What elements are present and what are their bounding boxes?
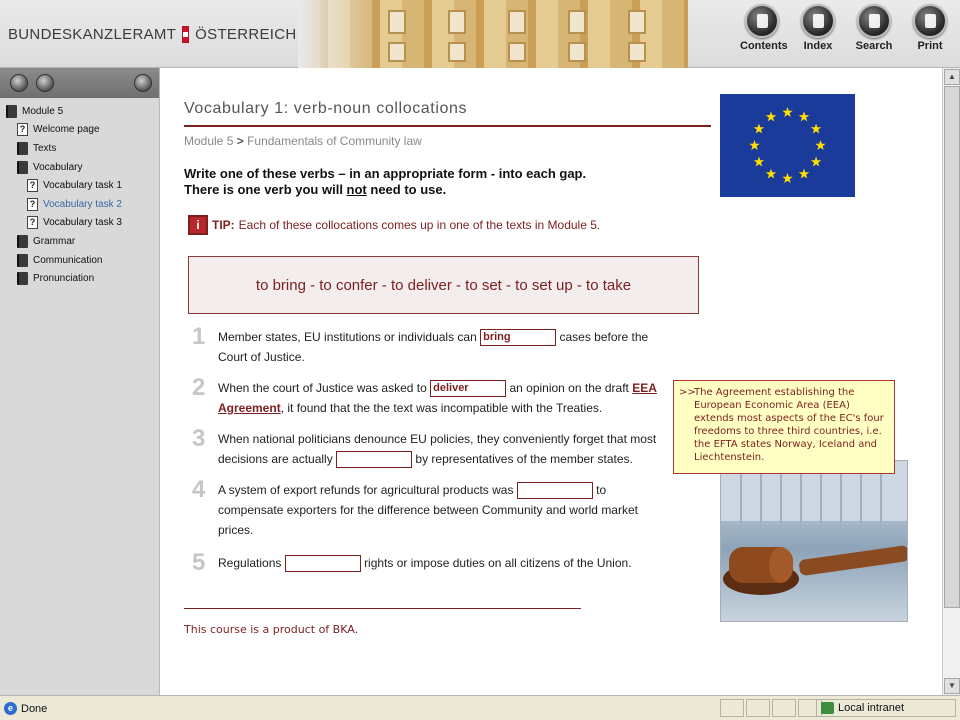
brand-right-text: ÖSTERREICH bbox=[195, 26, 297, 43]
breadcrumb-separator: > bbox=[236, 134, 244, 148]
index-label: Index bbox=[803, 40, 833, 52]
question-text: When national politicians denounce EU policies, they conveniently forget that most decisions are actually by representatives of the member states. bbox=[218, 429, 673, 469]
question-5 bbox=[192, 549, 662, 577]
answer-input-4[interactable] bbox=[517, 482, 593, 499]
question-number: 5 bbox=[192, 549, 206, 576]
breadcrumb bbox=[184, 134, 422, 148]
browser-icon: e bbox=[4, 702, 17, 715]
eu-star-icon bbox=[815, 140, 825, 150]
sidebar-item-label: Vocabulary bbox=[33, 161, 83, 173]
sidebar-item-label: Vocabulary task 2 bbox=[43, 198, 122, 210]
sidebar-item-communication[interactable] bbox=[0, 251, 159, 270]
answer-input-2[interactable]: deliver bbox=[430, 380, 506, 397]
question-text: Regulations rights or impose duties on all citizens of the Union. bbox=[218, 553, 673, 573]
eu-star-icon bbox=[766, 111, 776, 121]
sidebar-item-vocabulary-task-2[interactable] bbox=[0, 195, 159, 214]
breadcrumb-section: Fundamentals of Community law bbox=[247, 134, 422, 148]
contents-label: Contents bbox=[740, 40, 788, 52]
search-icon bbox=[857, 4, 891, 38]
title-divider bbox=[184, 125, 711, 127]
sidebar-item-vocabulary-task-3[interactable] bbox=[0, 214, 159, 233]
eu-flag-image bbox=[720, 94, 855, 197]
zone-text: Local intranet bbox=[838, 702, 905, 714]
book-icon bbox=[17, 272, 28, 285]
question-1 bbox=[192, 323, 662, 367]
question-3 bbox=[192, 425, 662, 469]
answer-input-1[interactable]: bring bbox=[480, 329, 556, 346]
page-title: Vocabulary 1: verb-noun collocations bbox=[184, 100, 468, 117]
status-bar bbox=[0, 695, 960, 720]
security-zone bbox=[816, 699, 956, 717]
eu-star-icon bbox=[754, 124, 764, 134]
sidebar-item-label: Pronunciation bbox=[33, 273, 95, 285]
eu-star-icon bbox=[782, 107, 792, 117]
sidebar-item-grammar[interactable] bbox=[0, 232, 159, 251]
eu-star-icon bbox=[799, 169, 809, 179]
gavel-image bbox=[720, 460, 908, 622]
index-icon bbox=[801, 4, 835, 38]
close-circle-icon[interactable] bbox=[134, 74, 152, 92]
contents-icon bbox=[745, 4, 779, 38]
book-icon bbox=[17, 235, 28, 248]
question-number: 4 bbox=[192, 476, 206, 503]
book-icon bbox=[17, 254, 28, 267]
question-text: Member states, EU institutions or individuals can bring cases before the Court of Justice. bbox=[218, 330, 649, 364]
main-content bbox=[161, 68, 942, 695]
austria-flag-icon bbox=[182, 26, 189, 43]
sidebar-item-label: Vocabulary task 3 bbox=[43, 217, 122, 229]
vertical-scrollbar[interactable] bbox=[942, 68, 960, 695]
question-page-icon: ? bbox=[27, 198, 38, 211]
search-button[interactable] bbox=[852, 4, 896, 52]
search-label: Search bbox=[855, 40, 893, 52]
toolbar bbox=[740, 4, 952, 52]
question-page-icon: ? bbox=[27, 179, 38, 192]
tooltip-arrow: >> bbox=[679, 387, 696, 398]
question-2 bbox=[192, 374, 662, 418]
sidebar-item-module-5[interactable] bbox=[0, 102, 159, 121]
sidebar-item-label: Welcome page bbox=[33, 124, 100, 136]
instructions-line-2: There is one verb you will not need to use. bbox=[184, 182, 447, 197]
eea-tooltip bbox=[673, 380, 895, 474]
tip-label: TIP: bbox=[212, 218, 235, 232]
footer-divider bbox=[184, 608, 581, 609]
book-icon bbox=[17, 142, 28, 155]
answer-input-3[interactable] bbox=[336, 451, 412, 468]
sidebar-item-label: Grammar bbox=[33, 235, 76, 247]
print-label: Print bbox=[917, 40, 943, 52]
sidebar-item-vocabulary-task-1[interactable] bbox=[0, 176, 159, 195]
header-banner bbox=[0, 0, 960, 68]
sidebar-item-welcome-page[interactable] bbox=[0, 121, 159, 140]
breadcrumb-module[interactable]: Module 5 bbox=[184, 134, 234, 148]
answer-input-5[interactable] bbox=[285, 555, 361, 572]
sidebar-item-label: Communication bbox=[33, 254, 103, 266]
instructions-line-1: Write one of these verbs – in an appropriate form - into each gap. bbox=[184, 166, 587, 181]
info-icon: i bbox=[188, 215, 208, 235]
sidebar-item-texts[interactable] bbox=[0, 139, 159, 158]
eu-star-icon bbox=[811, 157, 821, 167]
print-icon bbox=[913, 4, 947, 38]
question-page-icon: ? bbox=[17, 123, 28, 136]
question-page-icon: ? bbox=[27, 216, 38, 229]
sidebar bbox=[0, 68, 160, 695]
header-building-photo bbox=[298, 0, 688, 68]
footer-text: This course is a product of BKA. bbox=[184, 623, 359, 636]
tip-text: Each of these collocations comes up in one of the texts in Module 5. bbox=[238, 218, 601, 232]
question-text: A system of export refunds for agricultural products was to compensate exporters for the difference between Community and world market prices. bbox=[218, 483, 638, 537]
sidebar-item-vocabulary[interactable] bbox=[0, 158, 159, 177]
word-list-box: to bring - to confer - to deliver - to set - to set up - to take bbox=[188, 256, 699, 314]
instructions bbox=[184, 166, 586, 198]
status-panes bbox=[720, 699, 824, 717]
question-4 bbox=[192, 476, 662, 540]
eu-star-icon bbox=[754, 157, 764, 167]
brand-logo bbox=[8, 26, 297, 43]
intranet-icon bbox=[821, 702, 834, 714]
tip-box bbox=[188, 215, 600, 235]
sidebar-item-label: Module 5 bbox=[22, 105, 64, 117]
question-text: When the court of Justice was asked to deliver an opinion on the draft EEA Agreement, it found that the the text was incompatible with the Treaties. bbox=[218, 381, 657, 415]
eu-star-icon bbox=[749, 140, 759, 150]
scroll-up-arrow-icon[interactable]: ▲ bbox=[944, 69, 960, 85]
sidebar-item-pronunciation[interactable] bbox=[0, 269, 159, 288]
brand-left-text: BUNDESKANZLERAMT bbox=[8, 26, 177, 43]
scroll-down-arrow-icon[interactable]: ▼ bbox=[944, 678, 960, 694]
sidebar-item-label: Vocabulary task 1 bbox=[43, 180, 122, 192]
question-number: 3 bbox=[192, 425, 206, 452]
eu-stars-icon bbox=[720, 94, 855, 197]
forward-circle-icon[interactable] bbox=[36, 74, 54, 92]
scroll-thumb[interactable] bbox=[944, 86, 960, 608]
question-number: 1 bbox=[192, 323, 206, 350]
tooltip-text: The Agreement establishing the European Economic Area (EEA) extends most aspects of the EC's four freedoms to three third countries, i.e. the EFTA states Norway, Iceland and Liechtenstein. bbox=[694, 387, 884, 463]
contents-button[interactable] bbox=[740, 4, 788, 52]
book-icon bbox=[6, 105, 17, 118]
eu-star-icon bbox=[782, 173, 792, 183]
eu-star-icon bbox=[811, 124, 821, 134]
eea-agreement-link[interactable]: EEA Agreement bbox=[218, 381, 657, 415]
eu-star-icon bbox=[799, 111, 809, 121]
status-left bbox=[4, 702, 47, 715]
index-button[interactable] bbox=[796, 4, 840, 52]
status-text: Done bbox=[21, 702, 48, 715]
navigation-tree bbox=[0, 98, 159, 288]
book-icon bbox=[17, 161, 28, 174]
sidebar-toolbar bbox=[0, 68, 159, 98]
question-number: 2 bbox=[192, 374, 206, 401]
eu-star-icon bbox=[766, 169, 776, 179]
print-button[interactable] bbox=[908, 4, 952, 52]
back-circle-icon[interactable] bbox=[10, 74, 28, 92]
sidebar-item-label: Texts bbox=[33, 142, 57, 154]
